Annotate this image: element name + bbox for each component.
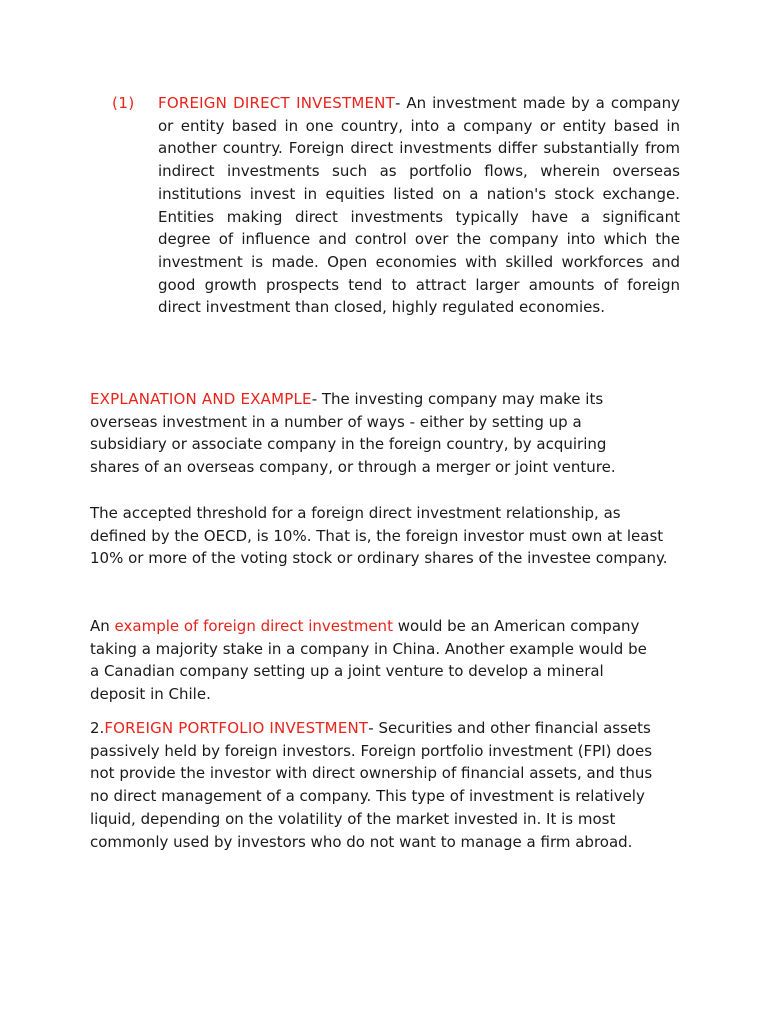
portfolio-body: - Securities and other financial assets passively held by foreign investors. Foreign portfolio investment (FPI) does not provide the investor with direct ownership of financial assets, and thus no direct management of a company. This type of investment is relatively liquid, depending on the volatility of the market invested in. It is most commonly used by investors who do not want to manage a firm abroad.: [90, 719, 653, 851]
example-prefix: An: [90, 617, 115, 635]
example-body: would be an American company taking a majority stake in a company in China. Another example would be a Canadian company setting up a joint venture to develop a mineral deposit in Chile.: [90, 617, 647, 704]
section-1-heading: FOREIGN DIRECT INVESTMENT: [158, 94, 395, 112]
portfolio-number: 2.: [90, 719, 105, 737]
example-link[interactable]: example of foreign direct investment: [114, 617, 393, 635]
portfolio-paragraph: [90, 717, 670, 853]
threshold-body: The accepted threshold for a foreign direct investment relationship, as defined by the OECD, is 10%. That is, the foreign investor must own at least 10% or more of the voting stock or ordinary shares of the investee company.: [90, 504, 668, 568]
explanation-body: - The investing company may make its overseas investment in a number of ways - either by setting up a subsidiary or associate company in the foreign country, by acquiring shares of an overseas company, or through a merger or joint venture.: [90, 390, 616, 477]
portfolio-heading: FOREIGN PORTFOLIO INVESTMENT: [104, 719, 369, 737]
threshold-paragraph: [90, 502, 668, 570]
section-1-marker: (1): [112, 94, 135, 112]
section-1-body: - An investment made by a company or entity based in one country, into a company or entity based in another country. Foreign direct investments differ substantially from indirect investments such as portfolio flows, wherein overseas institutions invest in equities listed on a nation's stock exchange. Entities making direct investments typically have a significant degree of influence and control over the company into which the investment is made. Open economies with skilled workforces and good growth prospects tend to attract larger amounts of foreign direct investment than closed, highly regulated economies.: [158, 94, 680, 317]
explanation-heading: EXPLANATION AND EXAMPLE: [90, 390, 312, 408]
example-paragraph: [90, 615, 650, 706]
explanation-paragraph: [90, 388, 650, 479]
section-1-paragraph: [158, 92, 680, 319]
